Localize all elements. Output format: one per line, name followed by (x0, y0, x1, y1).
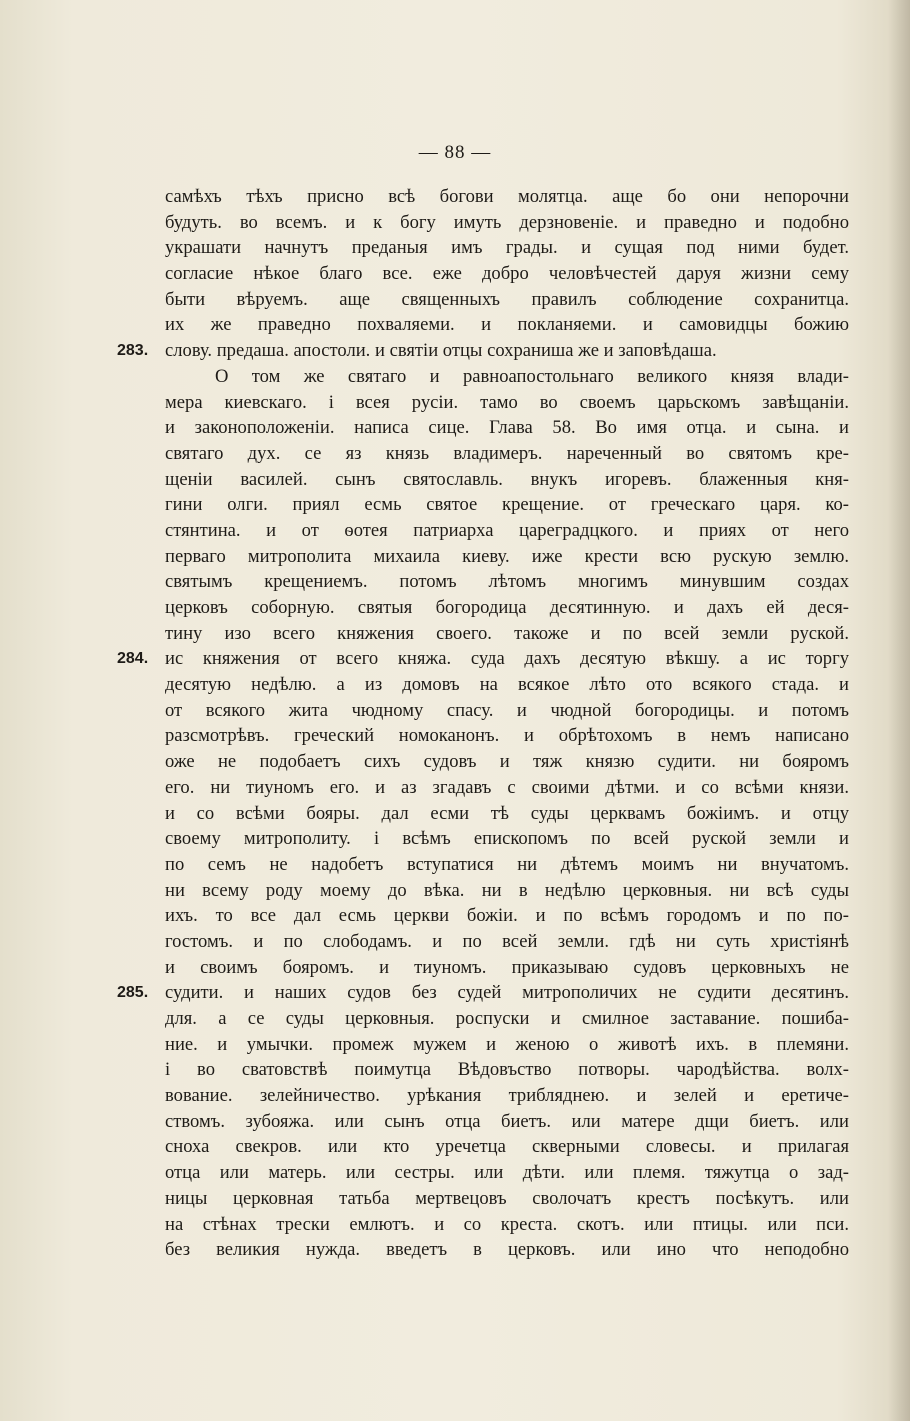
text-line (165, 903, 849, 929)
line-text: ни всему роду моему до вѣка. ни в недѣлю церковныя. ни всѣ суды (165, 879, 849, 901)
text-line (165, 1134, 849, 1160)
line-text: ствомъ. зубояжа. или сынъ отца биетъ. или матере дщи биетъ. или (165, 1110, 849, 1132)
margin-paragraph-number: 284. (117, 650, 149, 668)
line-text: ихъ. то все дал есмь церкви божiи. и по всѣмъ городомъ и по по- (165, 905, 849, 927)
line-text: святымъ крещениемъ. потомъ лѣтомъ многимъ минувшим создах (165, 571, 849, 593)
line-text: сноха свекров. или кто уречетца скверными словесы. и прилагая (165, 1136, 849, 1158)
line-text: по семъ не надобетъ вступатися ни дѣтемъ моимъ ни внучатомъ. (165, 853, 849, 875)
line-text: судити. и наших судов без судей митрополичих не судити десятинъ. (165, 982, 849, 1004)
line-text: мера киевскаго. i всея русiи. тамо во своемъ царьскомъ завѣщанiи. (165, 391, 849, 413)
text-line (165, 595, 849, 621)
line-text: ние. и умычки. промеж мужем и женою о животѣ ихъ. в племяни. (165, 1033, 849, 1055)
line-text: быти вѣруемъ. аще священныхъ правилъ соблюдение сохранитца. (165, 288, 849, 310)
line-text: перваго митрополита михаила киеву. иже крести всю рускую землю. (165, 545, 849, 567)
text-line (165, 1032, 849, 1058)
text-line (117, 646, 849, 672)
line-text: ницы церковная татьба мертвецовъ сволочатъ крестъ посѣкутъ. или (165, 1187, 849, 1209)
text-line (165, 1006, 849, 1032)
line-text: их же праведно похваляеми. и покланяеми. и самовидцы божию (165, 314, 849, 336)
margin-paragraph-number: 283. (117, 342, 149, 360)
line-text: своему митрополиту. i всѣмъ епископомъ по всей руской земли и (165, 828, 849, 850)
line-text: гини олги. приял есмь святое крещение. от греческаго царя. ко- (165, 494, 849, 516)
text-line (165, 441, 849, 467)
text-line (117, 980, 849, 1006)
text-line (165, 621, 849, 647)
text-line (165, 287, 849, 313)
margin-paragraph-number: 285. (117, 984, 149, 1002)
line-text: его. ни тиуномъ его. и аз згадавъ с своими дѣтми. и со всѣми князи. (165, 776, 849, 798)
line-text: слову. предаша. апостоли. и святiи отцы сохраниша же и заповѣдаша. (165, 340, 717, 362)
page-edge-shadow (888, 0, 910, 1421)
text-line (165, 492, 849, 518)
line-text: будуть. во всемъ. и к богу имуть дерзновенiе. и праведно и подобно (165, 211, 849, 233)
line-text: стянтина. и от ѳотея патриарха цареградцкого. и приях от него (165, 519, 849, 541)
line-text: i во сватовствѣ поимутца Вѣдовъство потворы. чародѣйства. волх- (165, 1059, 849, 1081)
text-line (165, 775, 849, 801)
text-line (165, 929, 849, 955)
line-text: отца или матерь. или сестры. или дѣти. или племя. тяжутца о зад- (165, 1162, 849, 1184)
line-text: вование. зелейничество. урѣкания трибляднею. и зелей и еретиче- (165, 1085, 849, 1107)
text-line (165, 749, 849, 775)
text-line (165, 415, 849, 441)
text-line (165, 826, 849, 852)
line-text: десятую недѣлю. а из домовъ на всякое лѣто ото всякого стада. и (165, 674, 849, 696)
text-line (165, 364, 849, 390)
page-number: — 88 — (418, 142, 492, 163)
text-line (165, 1237, 849, 1263)
text-line (165, 1186, 849, 1212)
text-line (165, 723, 849, 749)
line-text: щенiи василей. сынъ святославль. внукъ игоревъ. блаженныя кня- (165, 468, 849, 490)
line-text: самѣхъ тѣхъ присно всѣ богови молятца. аще бо они непорочни (165, 186, 849, 207)
text-line (165, 518, 849, 544)
line-text: без великия нужда. введетъ в церковъ. или ино что неподобно (165, 1239, 849, 1261)
line-text: ис княжения от всего княжа. суда дахъ десятую вѣкшу. а ис торгу (165, 648, 849, 670)
text-line (165, 878, 849, 904)
text-line (165, 955, 849, 981)
body-text (117, 184, 849, 1263)
text-line (165, 544, 849, 570)
text-line (165, 467, 849, 493)
text-line (165, 1057, 849, 1083)
line-text: разсмотрѣвъ. греческий номоканонъ. и обрѣтохомъ в немъ написано (165, 725, 849, 747)
text-line (165, 852, 849, 878)
line-text: церковъ соборную. святыя богородица десятинную. и дахъ ей деся- (165, 597, 849, 618)
text-line (165, 1109, 849, 1135)
line-text: О том же святаго и равноапостольнаго великого князя влади- (215, 365, 849, 387)
line-text: гостомъ. и по слободамъ. и по всей земли. гдѣ ни суть христiянѣ (165, 930, 849, 952)
line-text: святаго дух. се яз князь владимеръ. нареченный во святомъ кре- (165, 442, 849, 464)
line-text: оже не подобаетъ сихъ судовъ и тяж князю судити. ни бояромъ (165, 751, 849, 773)
text-line (165, 261, 849, 287)
line-text: тину изо всего княжения своего. такоже и по всей земли руской. (165, 622, 849, 644)
line-text: для. а се суды церковныя. роспуски и смилное заставание. пошиба- (165, 1008, 849, 1029)
text-line (165, 698, 849, 724)
line-text: от всякого жита чюдному спасу. и чюдной богородицы. и потомъ (165, 699, 849, 721)
text-line (165, 1160, 849, 1186)
text-line (165, 569, 849, 595)
text-line (117, 338, 849, 364)
text-line (165, 235, 849, 261)
text-line (165, 390, 849, 416)
text-line (165, 210, 849, 236)
text-line (165, 672, 849, 698)
line-text: согласие нѣкое благо все. еже добро человѣчестей даруя жизни сему (165, 263, 849, 285)
line-text: и законоположенiи. написа сице. Глава 58. Во имя отца. и сына. и (165, 417, 849, 439)
text-line (165, 801, 849, 827)
text-line (165, 184, 849, 210)
line-text: украшати начнутъ преданыя имъ грады. и сущая под ними будет. (165, 237, 849, 259)
line-text: на стѣнах трески емлютъ. и со креста. скотъ. или птицы. или пси. (165, 1213, 849, 1235)
line-text: и своимъ бояромъ. и тиуномъ. приказываю судовъ церковныхъ не (165, 956, 849, 978)
text-line (165, 1212, 849, 1238)
text-line (165, 312, 849, 338)
text-line (165, 1083, 849, 1109)
line-text: и со всѣми бояры. дал есми тѣ суды церквамъ божiимъ. и отцу (165, 802, 849, 824)
